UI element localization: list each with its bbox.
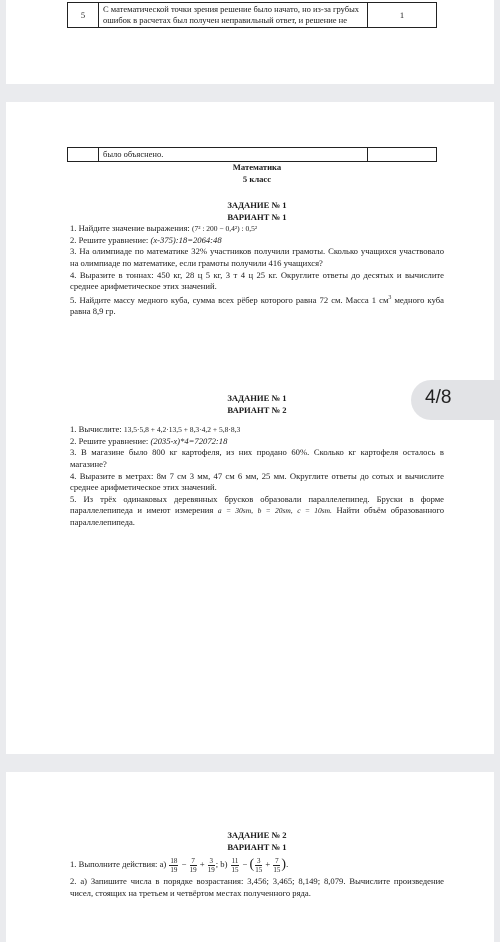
table-cell — [99, 3, 368, 28]
question-label: 1. Вычислите: — [70, 424, 122, 435]
variant-title: ВАРИАНТ № 1 — [227, 841, 287, 852]
row-text-line: С математической точки зрения решение было начато, но из-за грубых — [103, 4, 360, 14]
question-label: 1. Выполните действия: а) — [70, 859, 167, 870]
question-text: медного куба равна 8,9 гр. — [70, 294, 444, 317]
question: 2. а) Запишите числа в порядке возрастания: 3,456; 3,465; 8,149; 8,079. Вычислите произведение чисел, стоящих на третьем и четвёртом местах полученного ряда. — [70, 876, 444, 898]
question — [70, 223, 444, 235]
variant-title: ВАРИАНТ № 1 — [227, 211, 287, 222]
variant-block — [70, 830, 444, 899]
table-row — [68, 3, 437, 28]
subject-title: Математика — [232, 162, 282, 172]
question — [70, 494, 444, 529]
table-row — [68, 148, 437, 162]
table-cell: 5 — [68, 3, 99, 28]
variant-block — [70, 393, 444, 529]
table-cell — [68, 148, 99, 162]
question-text: 5. Из трёх одинаковых деревянных брусков образовали параллелепипед. Бруски в форме параллелепипеда и имеют измерения — [70, 493, 444, 516]
math-expression: a = 30sm, — [217, 506, 254, 516]
question-label: 1. Найдите значение выражения: — [70, 223, 190, 234]
scoring-table-continuation — [67, 147, 437, 162]
question — [70, 293, 444, 318]
question — [70, 436, 444, 448]
math-expression: c = 10sm. — [297, 506, 332, 516]
task-title: ЗАДАНИЕ № 1 — [227, 200, 287, 210]
fraction: $\frac{11}{15}$ — [231, 856, 239, 874]
math-expression: (2035-x)*4=72072:18 — [150, 435, 228, 446]
question: 3. На олимпиаде по математике 32% участников получили грамоты. Сколько учащихся участвовало на олимпиаде по математике, если грамоты получили 416 учащихся? — [70, 246, 444, 268]
math-expression: (x-375):18=2064:48 — [150, 234, 222, 245]
question: 1. Выполните действия: а) $\frac{18}{19}$ − $\frac{7}{19}$ + $\frac{3}{19}$ ; b) $\frac{11}{15}$ − ( $\frac{3}{15}$ + $\frac{7}{15}$ ). — [70, 856, 289, 874]
math-expression: 13,5·5,8 + 4,2·13,5 + 8,3·4,2 + 5,8·8,3 — [123, 425, 241, 435]
question-text: 5. Найдите массу медного куба, сумма всех рёбер которого равна 72 см. Масса 1 см — [70, 294, 389, 305]
document-page — [6, 102, 494, 754]
header-block — [70, 162, 444, 185]
question — [70, 235, 444, 247]
document-page — [6, 0, 494, 84]
page-indicator-label: 4/8 — [425, 387, 452, 408]
row-text-line: ошибок в расчетах был получен неправильный ответ, и решение не — [103, 15, 348, 25]
table-cell: было объяснено. — [99, 148, 368, 162]
fraction: $\frac{18}{19}$ — [170, 856, 178, 874]
operator: + — [265, 859, 271, 870]
question — [70, 424, 444, 436]
table-cell — [368, 148, 437, 162]
question-text: Найти объём образованного параллелепипеда. — [70, 505, 444, 527]
question: 4. Выразите в тоннах: 450 кг, 28 ц 5 кг, 3 т 4 ц 25 кг. Округлите ответы до десятых и вычислите среднее арифметическое этих значений. — [70, 269, 444, 292]
math-expression: (7² : 200 − 0,4²) : 0,5² — [191, 224, 258, 234]
operator: + — [199, 859, 205, 870]
math-expression: b = 20sm, — [257, 506, 293, 516]
page-indicator — [411, 380, 500, 420]
variant-title: ВАРИАНТ № 2 — [227, 404, 287, 415]
question-label: 2. Решите уравнение: — [70, 234, 149, 245]
table-cell: 1 — [368, 3, 437, 28]
fraction: $\frac{7}{15}$ — [273, 856, 281, 874]
document-page — [6, 772, 494, 942]
variant-block — [70, 200, 444, 318]
task-title: ЗАДАНИЕ № 2 — [227, 830, 287, 840]
question: 4. Выразите в метрах: 8м 7 см 3 мм, 47 см 6 мм, 25 мм. Округлите ответы до сотых и вычислите среднее арифметическое этих значений. — [70, 470, 444, 493]
operator: − — [242, 859, 248, 870]
scoring-table — [67, 2, 437, 28]
question: 3. В магазине было 800 кг картофеля, из них продано 60%. Сколько кг картофеля осталось в магазине? — [70, 447, 444, 469]
superscript: 3 — [388, 294, 392, 301]
question-label: 2. Решите уравнение: — [70, 435, 149, 446]
operator: − — [181, 859, 187, 870]
fraction: $\frac{3}{19}$ — [207, 856, 215, 874]
fraction: $\frac{7}{19}$ — [189, 856, 197, 874]
task-title: ЗАДАНИЕ № 1 — [227, 393, 287, 403]
fraction: $\frac{3}{15}$ — [255, 856, 263, 874]
grade-title: 5 класс — [242, 173, 272, 184]
question-text: ; b) — [215, 859, 228, 870]
